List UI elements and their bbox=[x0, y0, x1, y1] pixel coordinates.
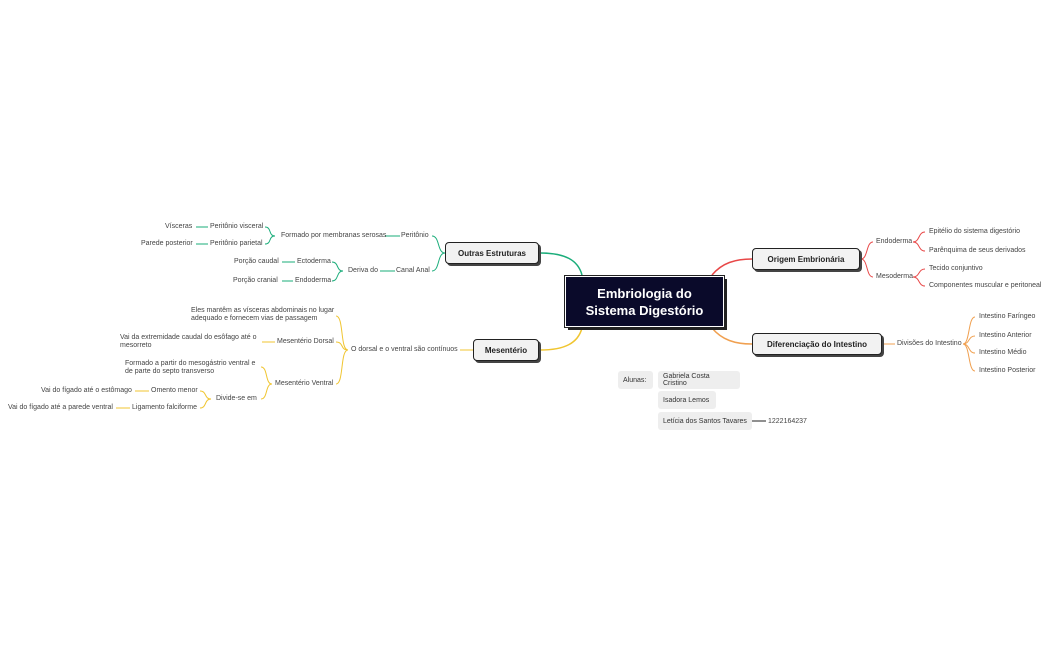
aluna-name-text: Isadora Lemos bbox=[663, 396, 710, 404]
aluna-number[interactable]: 1222164237 bbox=[768, 418, 807, 425]
node-ectoderma[interactable]: Ectoderma bbox=[297, 258, 331, 265]
node-endoderma[interactable]: Endoderma bbox=[876, 238, 913, 245]
node-divisoes[interactable]: Divisões do Intestino bbox=[897, 340, 962, 347]
node-porcao-cranial[interactable]: Porção cranial bbox=[233, 277, 278, 284]
node-mesoderma[interactable]: Mesoderma bbox=[876, 273, 913, 280]
branch-mesenterio[interactable] bbox=[473, 339, 539, 361]
central-title: Embriologia do Sistema Digestório bbox=[585, 285, 704, 318]
node-divide-se-em[interactable]: Divide-se em bbox=[216, 395, 257, 402]
node-ligamento-desc[interactable]: Vai do fígado até a parede ventral bbox=[8, 404, 113, 411]
node-porcao-caudal[interactable]: Porção caudal bbox=[234, 258, 279, 265]
node-componentes[interactable]: Componentes muscular e peritoneal bbox=[929, 282, 1042, 289]
node-deriva-do[interactable]: Deriva do bbox=[348, 267, 378, 274]
node-mesenterio-ventral[interactable]: Mesentério Ventral bbox=[275, 380, 334, 387]
node-peritonio-visceral[interactable]: Peritônio visceral bbox=[210, 223, 264, 230]
aluna-name-1[interactable] bbox=[658, 371, 740, 389]
branch-label: Diferenciação do Intestino bbox=[766, 339, 868, 349]
central-topic[interactable] bbox=[565, 276, 724, 327]
node-formado[interactable]: Formado por membranas serosas bbox=[281, 232, 387, 239]
node-ventral-desc[interactable]: Formado a partir do mesogástrio ventral e de parte do septo transverso bbox=[125, 360, 256, 375]
node-continuos[interactable]: O dorsal e o ventral são contínuos bbox=[351, 346, 458, 353]
branch-outras-estruturas[interactable] bbox=[445, 242, 539, 264]
node-visceras[interactable]: Vísceras bbox=[165, 223, 193, 230]
aluna-name-2[interactable] bbox=[658, 391, 716, 409]
node-ligamento-falciforme[interactable]: Ligamento falciforme bbox=[132, 404, 197, 411]
node-eles-mantem[interactable]: Eles mantêm as vísceras abdominais no lugar adequado e fornecem vias de passagem bbox=[191, 307, 335, 322]
node-peritonio-parietal[interactable]: Peritônio parietal bbox=[210, 240, 263, 247]
aluna-name-text: Letícia dos Santos Tavares bbox=[663, 417, 747, 425]
node-intestino-anterior[interactable]: Intestino Anterior bbox=[979, 332, 1032, 339]
node-endoderma-canal[interactable]: Endoderma bbox=[295, 277, 332, 284]
aluna-name-3[interactable] bbox=[658, 412, 752, 430]
branch-label: Origem Embrionária bbox=[767, 254, 845, 264]
node-peritonio[interactable]: Peritônio bbox=[401, 232, 429, 239]
node-dorsal-desc[interactable]: Vai da extremidade caudal do esôfago até o mesorreto bbox=[120, 334, 257, 349]
alunas-label[interactable] bbox=[618, 371, 653, 389]
aluna-name-text: Gabriela Costa Cristino bbox=[663, 373, 710, 387]
node-canal-anal[interactable]: Canal Anal bbox=[396, 267, 430, 274]
branch-label: Mesentério bbox=[484, 345, 528, 355]
node-epitelio[interactable]: Epitélio do sistema digestório bbox=[929, 228, 1021, 235]
alunas-label-text: Alunas: bbox=[623, 376, 647, 384]
branch-label: Outras Estruturas bbox=[457, 248, 527, 258]
node-parede-posterior[interactable]: Parede posterior bbox=[141, 240, 193, 247]
node-tecido-conjuntivo[interactable]: Tecido conjuntivo bbox=[929, 265, 983, 272]
node-intestino-posterior[interactable]: Intestino Posterior bbox=[979, 367, 1036, 374]
node-intestino-medio[interactable]: Intestino Médio bbox=[979, 349, 1027, 356]
node-parenquima[interactable]: Parênquima de seus derivados bbox=[929, 247, 1026, 254]
node-intestino-faringeo[interactable]: Intestino Faríngeo bbox=[979, 313, 1036, 320]
branch-origem-embrionaria[interactable] bbox=[752, 248, 860, 270]
node-mesenterio-dorsal[interactable]: Mesentério Dorsal bbox=[277, 338, 334, 345]
node-omento-menor[interactable]: Omento menor bbox=[151, 387, 198, 394]
node-omento-desc[interactable]: Vai do fígado até o estômago bbox=[41, 387, 132, 394]
branch-diferenciacao[interactable] bbox=[752, 333, 882, 355]
